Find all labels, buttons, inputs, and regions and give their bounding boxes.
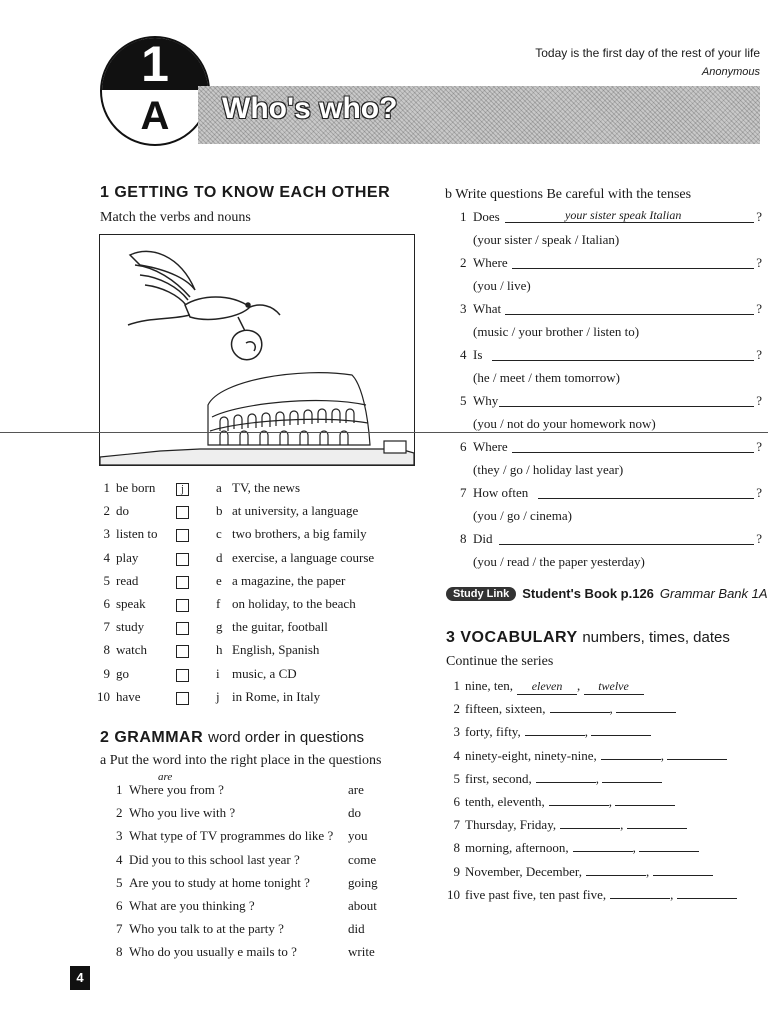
question-text: Who do you usually e mails to ? (129, 944, 297, 960)
match-noun: two brothers, a big family (232, 526, 367, 542)
vocabulary-row (440, 771, 766, 791)
question-number: 8 (116, 944, 123, 960)
match-verb: do (116, 503, 129, 519)
answer-box[interactable] (176, 529, 189, 542)
word-to-insert: did (348, 921, 365, 937)
stork-icon (128, 251, 280, 359)
vocab-series: fifteen, sixteen, (465, 701, 546, 717)
question-text: What type of TV programmes do like ? (129, 828, 334, 844)
grammar-a-row (116, 828, 436, 848)
word-to-insert: going (348, 874, 378, 890)
match-verb: watch (116, 642, 148, 658)
write-question-row (460, 208, 762, 247)
unit-letter: A (140, 94, 170, 138)
question-mark: ? (756, 347, 762, 362)
vocab-answer-line[interactable] (573, 851, 633, 852)
match-verb: study (116, 619, 145, 635)
grammar-a-row (116, 921, 436, 941)
study-link-book: Student's Book p.126 (522, 586, 654, 601)
vocab-number: 6 (453, 794, 460, 809)
question-number: 5 (116, 874, 123, 890)
vocab-number: 4 (453, 747, 460, 763)
vocab-answer-line[interactable] (536, 782, 596, 783)
vocab-series: five past five, ten past five, (465, 886, 607, 902)
question-text: Where you from ? (129, 782, 224, 797)
vocab-series: first, second, (465, 770, 532, 786)
question-number: 4 (116, 851, 123, 867)
section2-heading: 2 GRAMMAR (100, 729, 204, 746)
vocab-number: 3 (453, 724, 460, 740)
match-row (96, 503, 426, 523)
question-text: Who you talk to at the party ? (129, 921, 284, 937)
match-noun: TV, the news (232, 480, 301, 495)
vocab-answer-line[interactable] (616, 712, 676, 713)
match-letter: j (216, 688, 220, 704)
vocab-comma: , (577, 678, 584, 693)
question-start: Where (473, 255, 508, 270)
section3-instruction: Continue the series (446, 654, 554, 669)
vocabulary-row (440, 817, 766, 837)
study-link-bank: Grammar Bank 1A (659, 586, 768, 601)
vocab-answer-line[interactable] (615, 805, 675, 806)
question-prompt: (you / read / the paper yesterday) (473, 554, 645, 569)
vocab-answer-line[interactable] (602, 782, 662, 783)
vocab-series: forty, fifty, (465, 724, 521, 740)
question-number: 5 (460, 393, 467, 408)
match-letter: f (216, 596, 221, 611)
question-number: 6 (116, 898, 123, 913)
question-number: 6 (460, 439, 467, 454)
grammar-a-row (116, 852, 436, 872)
question-prompt: (music / your brother / listen to) (473, 324, 640, 339)
question-text: Are you to study at home tonight ? (129, 874, 310, 890)
vocab-number: 10 (447, 886, 460, 902)
match-noun: music, a CD (232, 665, 297, 681)
match-row (96, 596, 426, 616)
vocabulary-row (440, 748, 766, 768)
vocab-answer-line[interactable] (639, 851, 699, 852)
question-mark: ? (756, 255, 762, 270)
section3-heading: 3 VOCABULARY (446, 629, 578, 646)
match-letter: g (216, 619, 223, 635)
question-number: 8 (460, 531, 467, 546)
write-question-row (460, 393, 762, 431)
answer-box[interactable] (176, 506, 189, 519)
vocab-number: 7 (453, 817, 460, 833)
question-prompt: (you / live) (473, 278, 531, 293)
match-row (96, 573, 426, 593)
word-to-insert: do (348, 805, 361, 821)
word-to-insert: about (348, 898, 377, 913)
vocab-number: 2 (453, 701, 460, 717)
question-start: Does (473, 209, 500, 224)
scan-line (0, 432, 768, 433)
question-start: Is (473, 347, 483, 362)
answer-box[interactable] (176, 645, 189, 658)
section2-instruction-a: a Put the word into the right place in the questions (100, 753, 382, 768)
match-row (96, 480, 426, 500)
question-number: 7 (460, 485, 467, 500)
match-row (96, 619, 426, 639)
vocab-answer-line[interactable] (549, 805, 609, 806)
match-number: 9 (103, 665, 110, 681)
match-number: 4 (103, 549, 110, 565)
match-verb: be born (116, 480, 156, 495)
answer-box[interactable] (176, 622, 189, 635)
vocab-answer-line[interactable] (560, 828, 620, 829)
question-start: How often (473, 485, 529, 500)
vocab-comma: , (632, 840, 640, 856)
vocab-answer-line[interactable] (525, 735, 585, 736)
match-noun: exercise, a language course (232, 549, 375, 565)
write-question-row (460, 439, 762, 477)
answer-line[interactable] (492, 360, 754, 361)
vocab-series: Thursday, Friday, (465, 817, 557, 833)
question-prompt: (they / go / holiday last year) (473, 462, 624, 477)
vocab-comma: , (670, 886, 677, 902)
match-noun: the guitar, football (232, 619, 328, 635)
vocab-answer-line[interactable]: twelve (584, 679, 644, 695)
vocab-answer-line[interactable] (586, 875, 646, 876)
unit-badge (100, 36, 210, 146)
quote: Today is the first day of the rest of your life (535, 46, 760, 60)
match-noun: a magazine, the paper (232, 572, 346, 588)
question-start: Did (473, 531, 493, 546)
match-noun: English, Spanish (232, 642, 320, 658)
match-number: 10 (97, 688, 110, 704)
question-prompt: (your sister / speak / Italian) (473, 232, 620, 247)
vocab-answer-line[interactable] (601, 759, 661, 760)
vocab-answer-line[interactable] (627, 828, 687, 829)
match-number: 5 (103, 572, 110, 588)
match-number: 7 (103, 619, 110, 635)
write-question-row (460, 347, 762, 385)
match-verb: play (116, 549, 139, 565)
match-noun: at university, a language (232, 503, 359, 519)
section1-instruction: Match the verbs and nouns (100, 210, 251, 225)
vocab-comma: , (584, 724, 592, 740)
question-text: What are you thinking ? (129, 898, 255, 913)
vocabulary-row (440, 794, 766, 814)
match-letter: e (216, 572, 222, 588)
answer-line[interactable] (505, 314, 754, 315)
match-row (96, 642, 426, 662)
match-verb: have (116, 688, 141, 704)
vocab-answer-line[interactable] (591, 735, 651, 736)
match-letter: d (216, 549, 223, 565)
match-letter: b (216, 503, 223, 519)
vocabulary-row (440, 887, 766, 907)
vocab-number: 1 (453, 678, 460, 693)
section2-instruction-b: b Write questions Be careful with the tenses (445, 187, 692, 202)
vocab-answer-line[interactable] (550, 712, 610, 713)
question-mark: ? (756, 531, 762, 546)
vocab-answer-line[interactable] (677, 898, 737, 899)
answer-line[interactable] (512, 268, 755, 269)
question-prompt: (you / not do your homework now) (473, 416, 656, 431)
vocab-series: ninety-eight, ninety-nine, (465, 747, 597, 763)
word-to-insert: come (348, 851, 377, 867)
section3-subtitle: numbers, times, dates (582, 629, 730, 646)
answer-box[interactable] (176, 692, 189, 705)
question-text: Who you live with ? (129, 805, 236, 821)
answer-box[interactable]: j (176, 483, 189, 496)
match-row (96, 689, 426, 709)
answer-line[interactable] (499, 544, 755, 545)
write-question-row (460, 485, 762, 523)
page-title: Who's who? (222, 92, 398, 125)
question-mark: ? (756, 209, 762, 224)
match-number: 3 (103, 526, 110, 542)
match-verb: speak (116, 596, 146, 611)
question-start: Where (473, 439, 508, 454)
answer-line[interactable] (538, 498, 755, 499)
handwritten-inserted-word: are (158, 771, 173, 783)
vocab-comma: , (595, 770, 603, 786)
vocab-series: tenth, eleventh, (465, 794, 545, 809)
vocab-number: 9 (453, 863, 460, 879)
question-prompt: (he / meet / them tomorrow) (473, 370, 620, 385)
word-to-insert: are (348, 782, 364, 797)
vocabulary-row (440, 724, 766, 744)
vocab-number: 5 (453, 770, 460, 786)
match-verb: listen to (116, 526, 158, 542)
match-letter: h (216, 642, 223, 658)
question-mark: ? (756, 301, 762, 316)
question-start: What (473, 301, 502, 316)
match-row (96, 666, 426, 686)
match-verb: go (116, 665, 129, 681)
vocab-answer-line[interactable] (610, 898, 670, 899)
answer-line[interactable] (499, 406, 755, 407)
vocab-number: 8 (453, 840, 460, 856)
vocab-series: morning, afternoon, (465, 840, 569, 856)
vocab-comma: , (646, 863, 653, 879)
question-number: 2 (460, 255, 467, 270)
match-letter: a (216, 480, 222, 495)
vocabulary-row (440, 701, 766, 721)
answer-box[interactable] (176, 553, 189, 566)
quote-author: Anonymous (701, 66, 760, 78)
colosseum-icon (100, 373, 414, 465)
vocab-answer-line[interactable] (653, 875, 713, 876)
vocab-comma: , (660, 747, 668, 763)
match-noun: in Rome, in Italy (232, 688, 321, 704)
section3-title (446, 629, 730, 647)
question-mark: ? (756, 393, 762, 408)
match-number: 8 (103, 642, 110, 658)
question-number: 3 (460, 301, 467, 316)
write-question-row (460, 255, 762, 293)
vocabulary-row (440, 678, 766, 698)
write-question-row (460, 301, 762, 339)
question-mark: ? (756, 439, 762, 454)
answer-box[interactable] (176, 599, 189, 612)
question-start: Why (473, 393, 499, 408)
word-to-insert: write (348, 944, 375, 960)
grammar-a-row (116, 898, 436, 918)
vocab-comma: , (609, 701, 616, 717)
vocab-answer-line[interactable]: eleven (517, 679, 577, 695)
handwritten-answer: your sister speak Italian (565, 208, 682, 222)
answer-line[interactable] (512, 452, 755, 453)
question-number: 2 (116, 805, 123, 821)
question-number: 1 (116, 782, 123, 797)
match-noun: on holiday, to the beach (232, 596, 356, 611)
question-number: 3 (116, 828, 123, 844)
answer-box[interactable] (176, 669, 189, 682)
vocab-series: nine, ten, (465, 678, 514, 693)
question-prompt: (you / go / cinema) (473, 508, 572, 523)
grammar-a-row (116, 805, 436, 825)
grammar-a-row (116, 944, 436, 964)
page-number-tab: 4 (70, 966, 90, 990)
vocab-answer-line[interactable] (667, 759, 727, 760)
match-row (96, 526, 426, 546)
answer-box[interactable] (176, 576, 189, 589)
section2-title (100, 729, 364, 747)
grammar-a-row (116, 875, 436, 895)
word-to-insert: you (348, 828, 368, 844)
question-number: 7 (116, 921, 123, 937)
stork-colosseum-illustration (100, 235, 414, 465)
section2-subtitle: word order in questions (208, 729, 365, 746)
match-number: 2 (103, 503, 110, 519)
match-verb: read (116, 572, 139, 588)
vocab-series: November, December, (465, 863, 582, 879)
question-number: 4 (460, 347, 467, 362)
vocabulary-row (440, 840, 766, 860)
match-letter: c (216, 526, 222, 542)
question-mark: ? (756, 485, 762, 500)
vocab-comma: , (608, 794, 616, 809)
question-text: Did you to this school last year ? (129, 851, 300, 867)
question-number: 1 (460, 209, 467, 224)
vocabulary-row (440, 864, 766, 884)
vocab-comma: , (620, 817, 627, 833)
section1-title: 1 GETTING TO KNOW EACH OTHER (100, 184, 391, 201)
match-number: 1 (103, 480, 110, 495)
match-letter: i (216, 665, 220, 681)
study-link-tag: Study Link (446, 587, 516, 601)
grammar-a-row (116, 782, 436, 802)
match-number: 6 (103, 596, 110, 611)
match-row (96, 550, 426, 570)
study-link[interactable] (446, 586, 768, 601)
unit-number: 1 (141, 36, 169, 92)
write-question-row (460, 531, 762, 569)
